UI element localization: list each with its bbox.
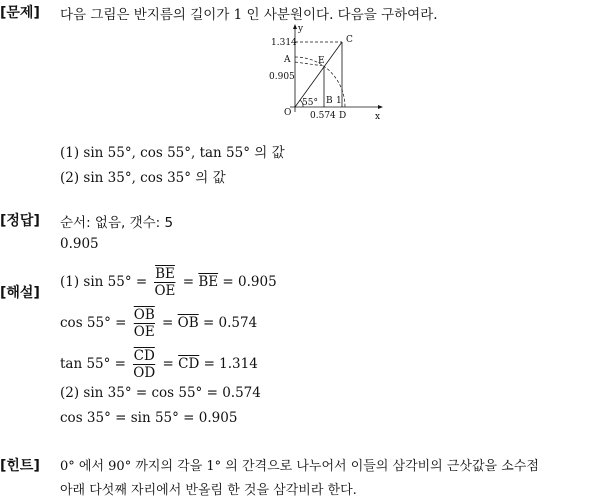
cos55-value: = 0.574 <box>202 315 258 331</box>
solution-line-4: (2) sin 35° = cos 55° = 0.574 <box>60 385 261 401</box>
problem-tag: [문제] <box>0 5 40 21</box>
label-1314: 1.314 <box>271 38 297 48</box>
fraction-denominator: OE <box>154 283 176 299</box>
y-axis-label: y <box>298 24 304 34</box>
label-C: C <box>346 35 353 45</box>
equals-sign: = <box>162 315 174 331</box>
fraction-numerator: $\overline{BE}$ <box>155 266 175 282</box>
problem-statement: 다음 그림은 반지름의 길이가 1 인 사분원이다. 다음을 구하여라. <box>60 7 438 23</box>
hint-line-2: 아래 다섯째 자리에서 반올림 한 것을 삼각비라 한다. <box>60 483 357 498</box>
label-A: A <box>284 55 291 65</box>
hint-line-1: 0° 에서 90° 까지의 각을 1° 의 간격으로 나누어서 이들의 삼각비의 근삿값을 소수점 <box>60 459 539 474</box>
tan55-value: = 1.314 <box>203 356 258 372</box>
fraction-denominator: OE <box>133 324 155 340</box>
label-E: E <box>318 56 325 66</box>
fraction-numerator: $\overline{CD}$ <box>133 348 155 364</box>
fraction-denominator: OD <box>133 365 156 381</box>
solution-line-5: cos 35° = sin 55° = 0.905 <box>60 410 238 426</box>
cos55-prefix: cos 55° = <box>60 315 127 331</box>
label-B: B <box>326 96 333 106</box>
fraction-cd-od <box>133 348 155 381</box>
x-axis-label: x <box>375 112 381 122</box>
solution-line-2 <box>60 307 257 340</box>
question-1: (1) sin 55°, cos 55°, tan 55° 의 값 <box>60 145 285 161</box>
solution-tag: [해설] <box>0 285 40 301</box>
sin55-value: = 0.905 <box>222 274 277 290</box>
label-tick-1: 1 <box>336 96 342 106</box>
question-2: (2) sin 35°, cos 35° 의 값 <box>60 170 226 186</box>
fraction-ob-oe <box>134 307 155 340</box>
sin55-prefix: (1) sin 55° = <box>60 274 148 290</box>
label-0905: 0.905 <box>269 72 295 82</box>
hint-tag: [힌트] <box>0 458 40 474</box>
solution-line-3 <box>60 348 258 381</box>
quarter-circle-figure <box>262 22 392 122</box>
label-0574: 0.574 <box>310 111 336 121</box>
fraction-be-oe <box>154 266 175 299</box>
solution-line-1 <box>60 266 277 299</box>
answer-line-1: 순서: 없음, 갯수: 5 <box>60 215 174 231</box>
equals-sign: = <box>182 274 195 290</box>
segment-ob: $\overline{OB}$ <box>177 315 199 331</box>
answer-tag: [정답] <box>0 213 40 229</box>
equals-sign: = <box>162 356 174 372</box>
label-O: O <box>284 108 292 118</box>
fraction-numerator: $\overline{OB}$ <box>133 307 155 323</box>
answer-line-2: 0.905 <box>60 236 99 252</box>
segment-cd: $\overline{CD}$ <box>178 356 200 372</box>
label-angle: 55° <box>302 98 318 108</box>
segment-be: $\overline{BE}$ <box>198 274 219 290</box>
label-D: D <box>339 111 347 121</box>
tan55-prefix: tan 55° = <box>60 356 126 372</box>
